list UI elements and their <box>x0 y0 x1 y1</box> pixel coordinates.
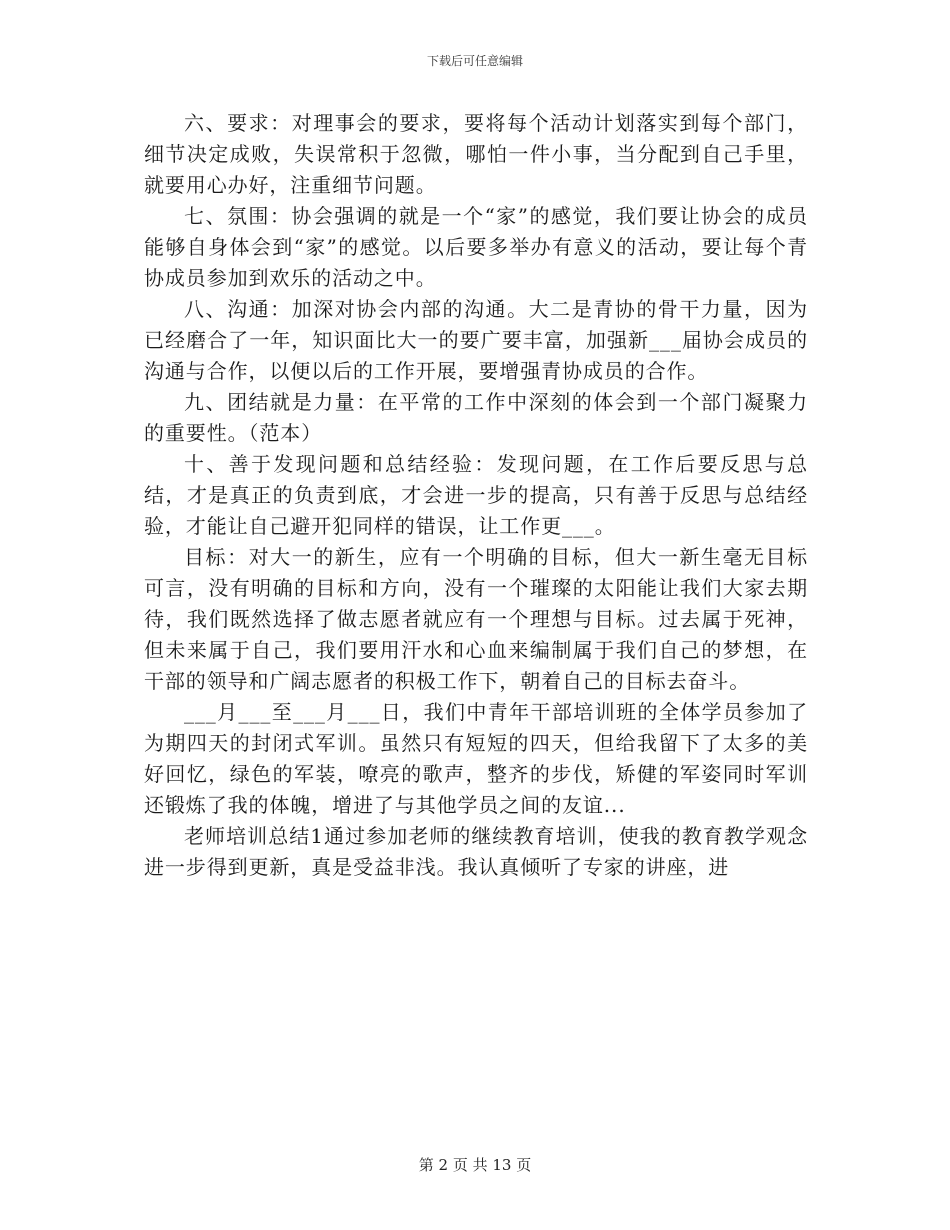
paragraph-unity: 九、团结就是力量：在平常的工作中深刻的体会到一个部门凝聚力的重要性。（范本） <box>144 390 808 445</box>
paragraph-requirements: 六、要求：对理事会的要求，要将每个活动计划落实到每个部门，细节决定成败，失误常积于忽微，哪怕一件小事，当分配到自己手里，就要用心办好，注重细节问题。 <box>144 111 808 197</box>
document-body <box>144 108 808 883</box>
page-header-note: 下载后可任意编辑 <box>426 54 523 68</box>
paragraph-military-training: ___月___至___月___日，我们中青年干部培训班的全体学员参加了为期四天的封闭式军训。虽然只有短短的四天，但给我留下了太多的美好回忆，绿色的军装，嘹亮的歌声，整齐的步伐，矫健的军姿同时军训还锻炼了我的体魄，增进了与其他学员之间的友谊... <box>144 700 808 817</box>
paragraph-communication: 八、沟通：加深对协会内部的沟通。大二是青协的骨干力量，因为已经磨合了一年，知识面比大一的要广要丰富，加强新___届协会成员的沟通与合作，以便以后的工作开展，要增强青协成员的合作。 <box>144 297 808 383</box>
page-number: 第 2 页 共 13 页 <box>418 1156 532 1174</box>
paragraph-teacher-training: 老师培训总结1通过参加老师的继续教育培训，使我的教育教学观念进一步得到更新，真是受益非浅。我认真倾听了专家的讲座，进 <box>144 824 808 879</box>
paragraph-atmosphere: 七、氛围：协会强调的就是一个“家”的感觉，我们要让协会的成员能够自身体会到“家”的感觉。以后要多举办有意义的活动，要让每个青协成员参加到欢乐的活动之中。 <box>144 204 808 290</box>
paragraph-goals: 目标：对大一的新生，应有一个明确的目标，但大一新生毫无目标可言，没有明确的目标和方向，没有一个璀璨的太阳能让我们大家去期待，我们既然选择了做志愿者就应有一个理想与目标。过去属于死神，但未来属于自己，我们要用汗水和心血来编制属于我们自己的梦想，在干部的领导和广阔志愿者的积极工作下，朝着自己的目标去奋斗。 <box>144 545 808 693</box>
paragraph-problem-solving: 十、善于发现问题和总结经验：发现问题，在工作后要反思与总结，才是真正的负责到底，才会进一步的提高，只有善于反思与总结经验，才能让自己避开犯同样的错误，让工作更___。 <box>144 452 808 538</box>
